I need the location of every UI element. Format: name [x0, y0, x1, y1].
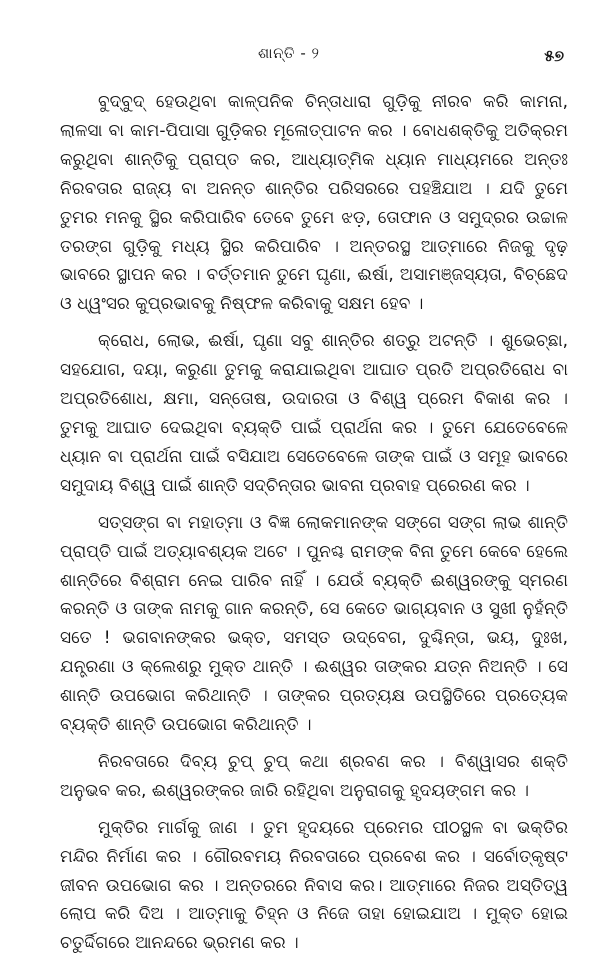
paragraph-1: ବୁଦ୍‌ବୁଦ୍ ହେଉଥିବା କାଳ୍ପନିକ ଚିନ୍ତାଧାରା ଗୁଡ଼ିକୁ ନୀରବ କରି କାମନା, ଲାଳସା ବା କାମ-ପିପାସା ଗୁଡ଼ିକର ମୂଳୋତ୍ପାଟନ କର । ବୋଧଶକ୍ତିକୁ ଅତିକ୍ରମ କରୁଥିବା ଶାନ୍ତିକୁ ପ୍ରାପ୍ତ କର, ଆଧ୍ୟାତ୍ମିକ ଧ୍ୟାନ ମାଧ୍ୟମରେ ଅନ୍ତଃ ନିରବତାର ରାଜ୍ୟ ବା ଅନନ୍ତ ଶାନ୍ତିର ପରିସରରେ ପହଞ୍ଚିଯାଅ । ଯଦି ତୁମେ ତୁମର ମନକୁ ସ୍ଥିର କରିପାରିବ ତେବେ ତୁମେ ଝଡ଼, ତୋଫାନ ଓ ସମୁଦ୍ରର ଉଚ୍ଚାଳ ତରଙ୍ଗ ଗୁଡ଼ିକୁ ମଧ୍ୟ ସ୍ଥିର କରିପାରିବ । ଅନ୍ତରସ୍ଥ ଆତ୍ମାରେ ନିଜକୁ ଦୃଢ଼ ଭାବରେ ସ୍ଥାପନ କର । ବର୍ତ୍ତମାନ ତୁମେ ଘୃଣା, ଈର୍ଷା, ଅସାମଞ୍ଜସ୍ୟତା, ବିଚ୍ଛେଦ ଓ ଧ୍ୱଂସର କୁପ୍ରଭାବକୁ ନିଷ୍ଫଳ କରିବାକୁ ସକ୍ଷମ ହେବ । — [60, 92, 568, 315]
body-text — [60, 88, 568, 966]
page-number: ୫୭ — [544, 46, 564, 65]
running-title: ଶାନ୍ତି - ୨ — [258, 44, 320, 62]
paragraph-2: କ୍ରୋଧ, ଲୋଭ, ଈର୍ଷା, ଘୃଣା ସବୁ ଶାନ୍ତିର ଶତ୍ରୁ ଅଟନ୍ତି । ଶୁଭେଚ୍ଛା, ସହଯୋଗ, ଦୟା, କରୁଣା ତୁମକୁ କରାଯାଇଥିବା ଆଘାତ ପ୍ରତି ଅପ୍ରତିରୋଧ ବା ଅପ୍ରତିଶୋଧ, କ୍ଷମା, ସନ୍ତୋଷ, ଉଦାରତା ଓ ବିଶ୍ୱ ପ୍ରେମ ବିକାଶ କର । ତୁମକୁ ଆଘାତ ଦେଇଥିବା ବ୍ୟକ୍ତି ପାଇଁ ପ୍ରାର୍ଥନା କର । ତୁମେ ଯେତେବେଳେ ଧ୍ୟାନ ବା ପ୍ରାର୍ଥନା ପାଇଁ ବସିଯାଅ ସେତେବେଳେ ତାଙ୍କ ପାଇଁ ଓ ସମୂହ ଭାବରେ ସମୁଦାୟ ବିଶ୍ୱ ପାଇଁ ଶାନ୍ତି ସଦ୍ଚିନ୍ତାର ଭାବନା ପ୍ରବାହ ପ୍ରେରଣ କର । — [60, 331, 568, 496]
paragraph-4: ନିରବତାରେ ଦିବ୍ୟ ଚୁପ୍ ଚୁପ୍ କଥା ଶ୍ରବଣ କର । ବିଶ୍ୱାସର ଶକ୍ତି ଅନୁଭବ କର, ଈଶ୍ୱରଙ୍କର ଜାରି ରହିଥିବା ଅନୁରାଗକୁ ହୃଦୟଙ୍ଗମ କର । — [60, 751, 568, 801]
paragraph-5: ମୁକ୍ତିର ମାର୍ଗକୁ ଜାଣ । ତୁମ ହୃଦୟରେ ପ୍ରେମର ପୀଠସ୍ଥଳ ବା ଭକ୍ତିର ମନ୍ଦିର ନିର୍ମାଣ କର । ଗୌରବମୟ ନିରବତାରେ ପ୍ରବେଶ କର । ସର୍ବୋତ୍କୃଷ୍ଟ ଜୀବନ ଉପଭୋଗ କର । ଅନ୍ତରରେ ନିବାସ କର। ଆତ୍ମାରେ ନିଜର ଅସ୍ତିତ୍ୱ ଲୋପ କରି ଦିଅ । ଆତ୍ମାକୁ ଚିହ୍ନ ଓ ନିଜେ ତାହା ହୋଇଯାଅ । ମୁକ୍ତ ହୋଇ ଚତୁର୍ଦ୍ଦିଗରେ ଆନନ୍ଦରେ ଭ୍ରମଣ କର । — [60, 817, 568, 954]
paragraph-3: ସତ୍ସଙ୍ଗ ବା ମହାତ୍ମା ଓ ବିଜ୍ଞ ଲୋକମାନଙ୍କ ସଙ୍ଗେ ସଙ୍ଗ ଲାଭ ଶାନ୍ତି ପ୍ରାପ୍ତି ପାଇଁ ଅତ୍ୟାବଶ୍ୟକ ଅଟେ । ପୁନଶ୍ଚ ରାମଙ୍କ ବିନା ତୁମେ କେବେ ହେଲେ ଶାନ୍ତିରେ ବିଶ୍ରାମ ନେଇ ପାରିବ ନାହିଁ । ଯେଉଁ ବ୍ୟକ୍ତି ଈଶ୍ୱରଙ୍କୁ ସ୍ମରଣ କରନ୍ତି ଓ ତାଙ୍କ ନାମକୁ ଗାନ କରନ୍ତି, ସେ କେତେ ଭାଗ୍ୟବାନ ଓ ସୁଖୀ ନୁହଁନ୍ତି ସତେ ! ଭଗବାନଙ୍କର ଭକ୍ତ, ସମସ୍ତ ଉଦ୍‌ବେଗ, ଦୁଶ୍ଚିନ୍ତା, ଭୟ, ଦୁଃଖ, ଯନ୍ତ୍ରଣା ଓ କ୍ଲେଶରୁ ମୁକ୍ତ ଥାନ୍ତି । ଈଶ୍ୱର ତାଙ୍କର ଯତ୍ନ ନିଅନ୍ତି । ସେ ଶାନ୍ତି ଉପଭୋଗ କରିଥାନ୍ତି । ତାଙ୍କର ପ୍ରତ୍ୟକ୍ଷ ଉପସ୍ଥିତିରେ ପ୍ରତ୍ୟେକ ବ୍ୟକ୍ତି ଶାନ୍ତି ଉପଭୋଗ କରିଥାନ୍ତି । — [60, 512, 568, 736]
